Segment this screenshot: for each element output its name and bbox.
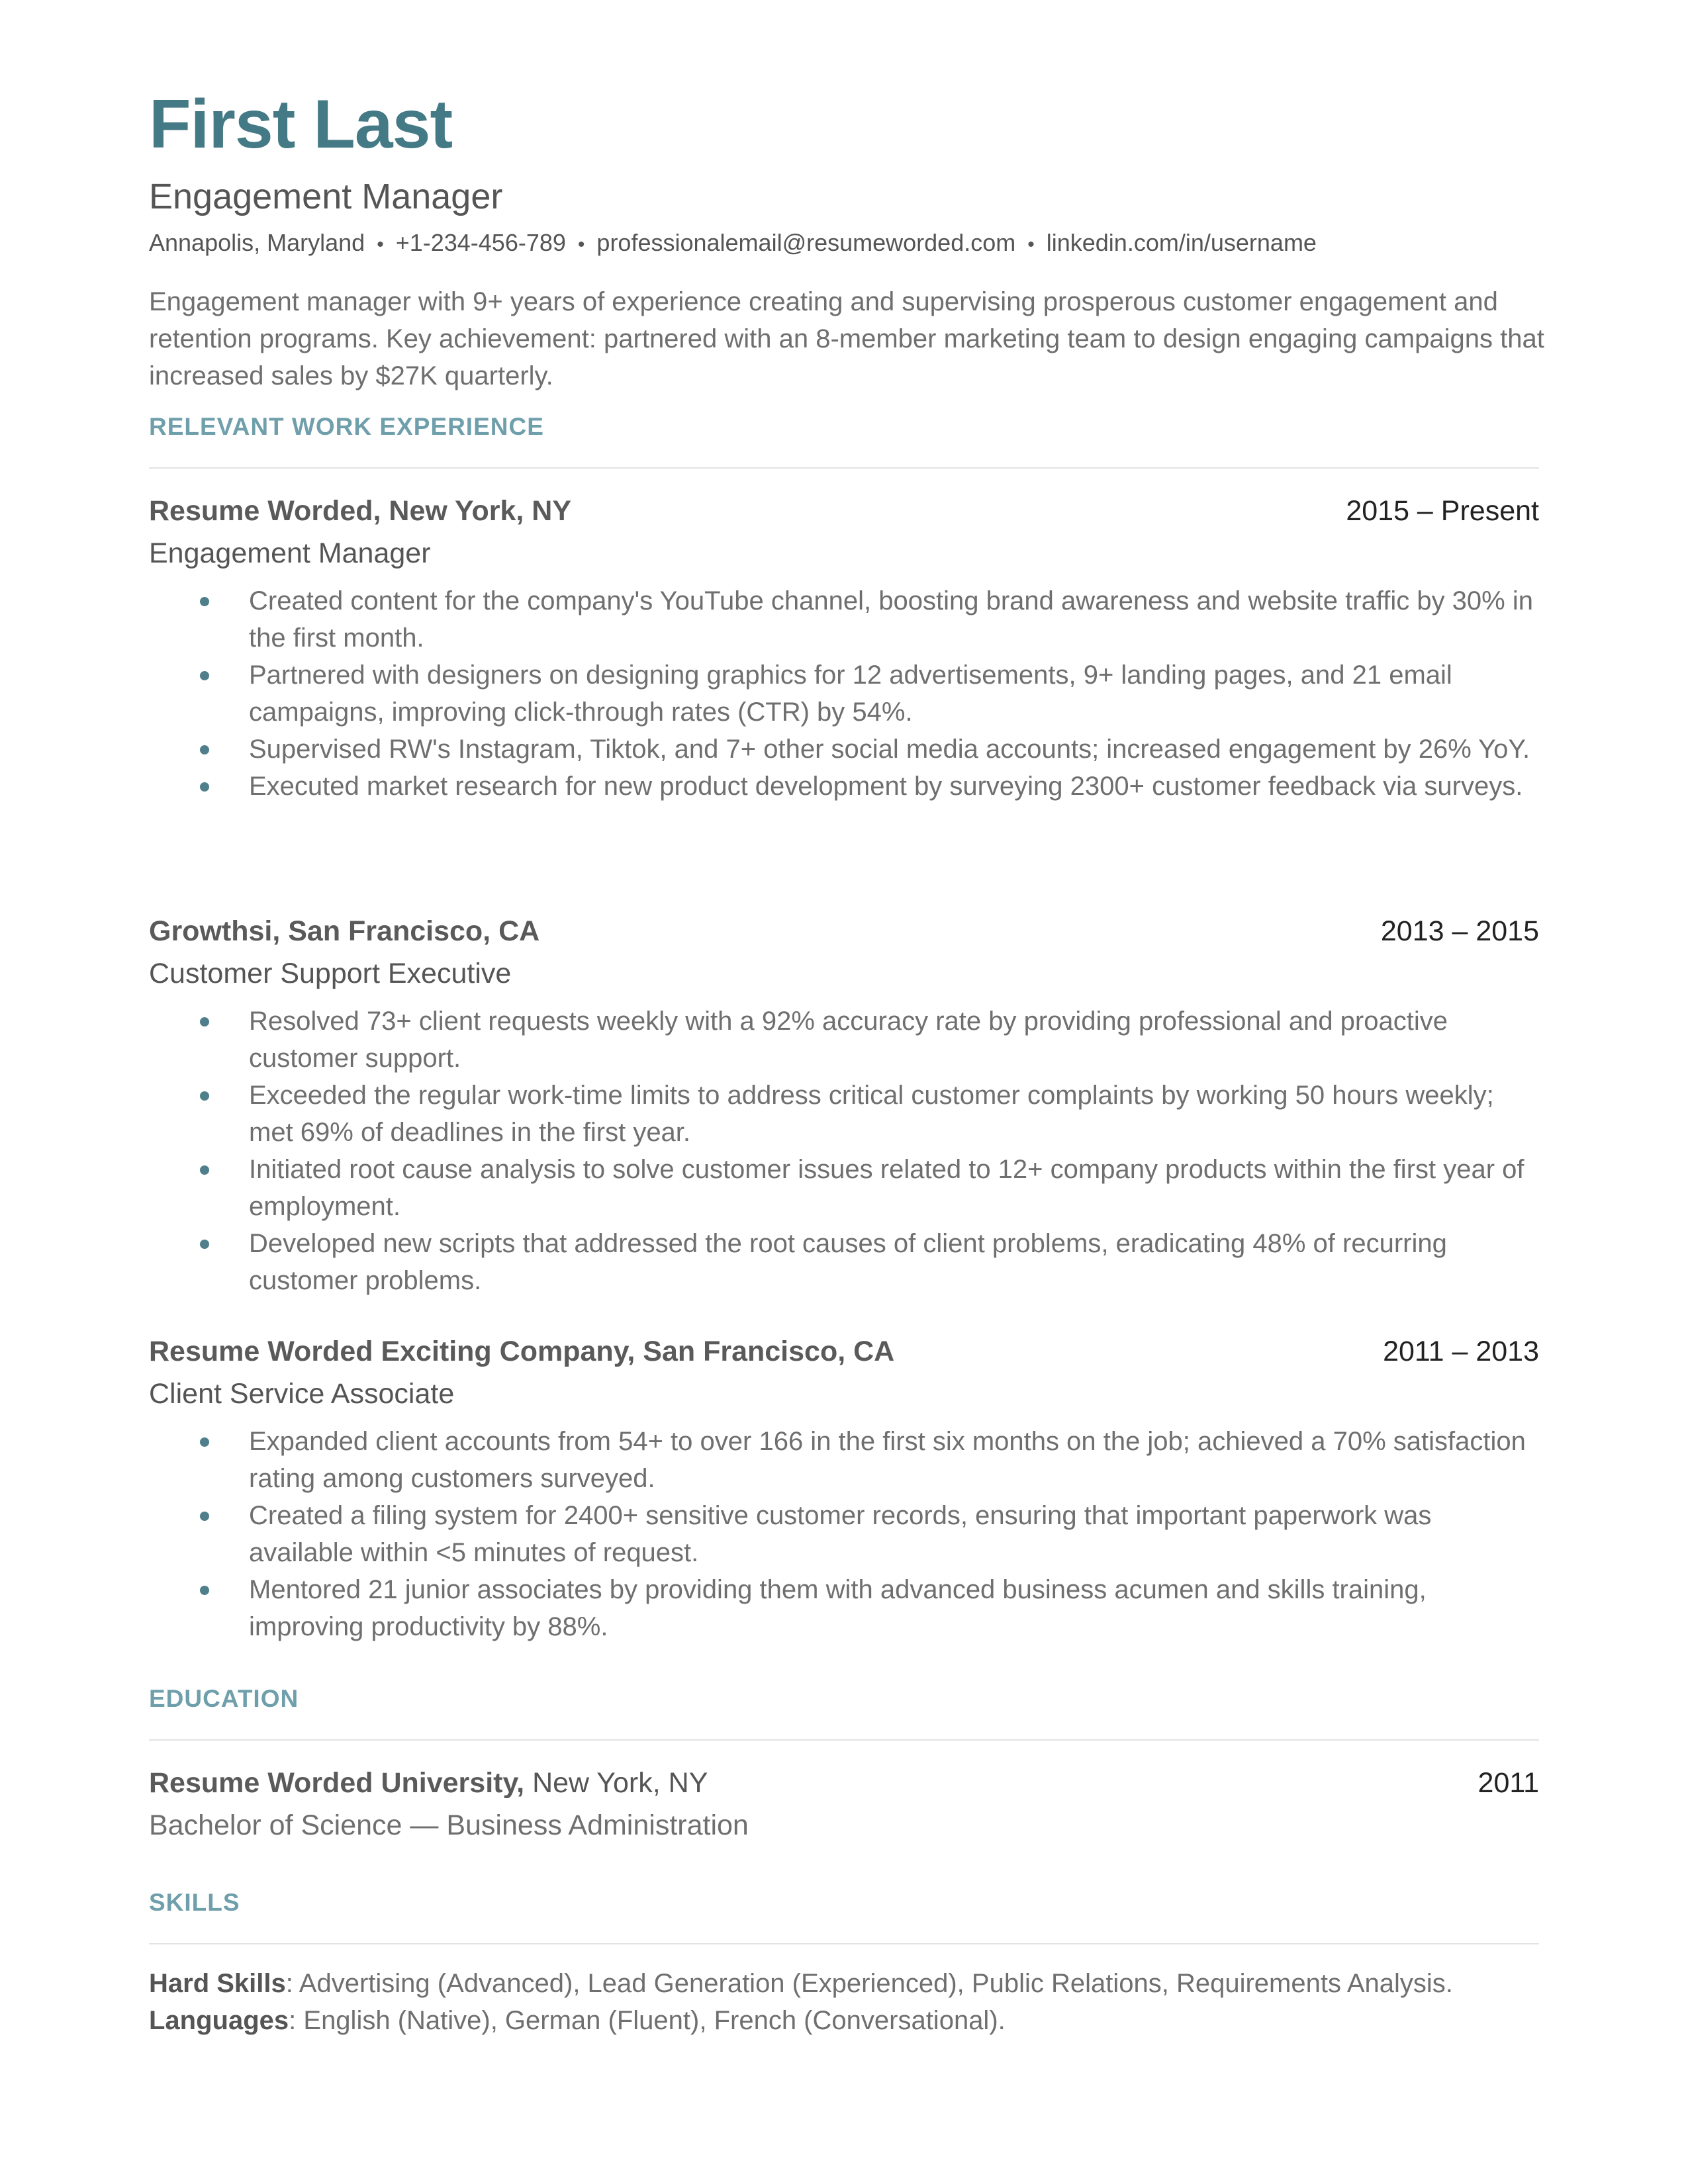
bullet-dot-icon xyxy=(200,1437,209,1447)
job-dates: 2015 – Present xyxy=(1346,495,1539,527)
bullet-dot-icon xyxy=(200,782,209,792)
job-bullet xyxy=(149,1225,1539,1299)
candidate-title: Engagement Manager xyxy=(149,177,503,216)
job-bullet-text: Expanded client accounts from 54+ to over 166 in the first six months on the job; achieved a 70% satisfaction rating among customers surveyed. xyxy=(249,1427,1526,1493)
contact-email[interactable]: professionalemail@resumeworded.com xyxy=(596,229,1016,256)
job-bullet-text: Developed new scripts that addressed the root causes of client problems, eradicating 48% of recurring customer problems. xyxy=(249,1229,1447,1295)
education-header xyxy=(149,1762,1539,1804)
bullet-dot-icon xyxy=(200,1091,209,1101)
bullet-dot-icon xyxy=(200,1240,209,1249)
job-header xyxy=(149,1330,1539,1373)
candidate-name: First Last xyxy=(149,86,453,163)
section-divider xyxy=(149,1739,1539,1741)
job-company: Resume Worded, New York, NY xyxy=(149,495,572,527)
section-heading-education: EDUCATION xyxy=(149,1685,299,1712)
languages-label: Languages xyxy=(149,2006,289,2035)
bullet-dot-icon xyxy=(200,597,209,606)
job-bullet xyxy=(149,657,1539,731)
job-bullets xyxy=(149,582,1539,805)
job-bullet xyxy=(149,1003,1539,1077)
job-bullet-text: Exceeded the regular work-time limits to address critical customer complaints by working 50 hours weekly; met 69% of deadlines in the first year. xyxy=(249,1081,1494,1147)
job-bullet-text: Executed market research for new product development by surveying 2300+ customer feedback via surveys. xyxy=(249,772,1523,801)
job-role: Engagement Manager xyxy=(149,537,431,569)
job-header xyxy=(149,490,1539,532)
job-role: Client Service Associate xyxy=(149,1378,455,1410)
hard-skills-label: Hard Skills xyxy=(149,1969,286,1998)
languages-text: : English (Native), German (Fluent), French (Conversational). xyxy=(289,2006,1006,2035)
section-divider xyxy=(149,467,1539,469)
job-role: Customer Support Executive xyxy=(149,958,512,989)
education-school-line xyxy=(149,1762,708,1804)
job-bullet-text: Partnered with designers on designing graphics for 12 advertisements, 9+ landing pages, and 21 email campaigns, improving click-through rates (CTR) by 54%. xyxy=(249,660,1452,727)
job-dates: 2013 – 2015 xyxy=(1380,915,1539,947)
education-year: 2011 xyxy=(1477,1767,1539,1799)
section-heading-skills: SKILLS xyxy=(149,1889,240,1916)
summary-paragraph: Engagement manager with 9+ years of experience creating and supervising prosperous customer engagement and retention programs. Key achievement: partnered with an 8-member marketing team to design engaging campaigns that increased sales by $27K quarterly. xyxy=(149,287,1544,390)
contact-separator: • xyxy=(1027,234,1035,255)
job-bullet xyxy=(149,731,1539,768)
bullet-dot-icon xyxy=(200,1512,209,1521)
contact-separator: • xyxy=(577,234,585,255)
job-header xyxy=(149,910,1539,952)
job-company: Growthsi, San Francisco, CA xyxy=(149,915,540,947)
job-bullets xyxy=(149,1423,1539,1645)
job-bullet xyxy=(149,582,1539,657)
job-dates: 2011 – 2013 xyxy=(1383,1336,1539,1367)
education-entry xyxy=(149,1762,1539,1846)
bullet-dot-icon xyxy=(200,671,209,680)
job-company: Resume Worded Exciting Company, San Francisco, CA xyxy=(149,1336,895,1367)
job-bullet xyxy=(149,1077,1539,1151)
bullet-dot-icon xyxy=(200,1586,209,1595)
skills-block xyxy=(149,1965,1539,2039)
job-bullet-text: Created a filing system for 2400+ sensitive customer records, ensuring that important paperwork was available within <5 minutes of request. xyxy=(249,1501,1432,1567)
job-entry xyxy=(149,910,1539,1299)
contact-location: Annapolis, Maryland xyxy=(149,229,365,256)
job-bullets xyxy=(149,1003,1539,1299)
languages-line xyxy=(149,2002,1539,2039)
job-bullet-text: Created content for the company's YouTube channel, boosting brand awareness and website traffic by 30% in the first month. xyxy=(249,586,1533,653)
job-bullet xyxy=(149,768,1539,805)
bullet-dot-icon xyxy=(200,1165,209,1175)
education-degree: Bachelor of Science — Business Administration xyxy=(149,1809,749,1841)
contact-phone: +1-234-456-789 xyxy=(395,229,566,256)
bullet-dot-icon xyxy=(200,745,209,754)
hard-skills-text: : Advertising (Advanced), Lead Generation (Experienced), Public Relations, Requirements Analysis. xyxy=(285,1969,1453,1998)
job-bullet-text: Supervised RW's Instagram, Tiktok, and 7+ other social media accounts; increased engagement by 26% YoY. xyxy=(249,735,1530,764)
job-bullet xyxy=(149,1571,1539,1645)
education-location: New York, NY xyxy=(532,1767,708,1799)
job-bullet xyxy=(149,1151,1539,1225)
job-entry xyxy=(149,490,1539,805)
section-heading-experience: RELEVANT WORK EXPERIENCE xyxy=(149,413,544,440)
job-bullet-text: Resolved 73+ client requests weekly with a 92% accuracy rate by providing professional and proactive customer support. xyxy=(249,1007,1448,1073)
hard-skills-line xyxy=(149,1965,1539,2002)
education-school: Resume Worded University, xyxy=(149,1767,525,1799)
contact-linkedin[interactable]: linkedin.com/in/username xyxy=(1046,229,1317,256)
contact-line xyxy=(149,226,1317,261)
job-bullet-text: Mentored 21 junior associates by providing them with advanced business acumen and skills training, improving productivity by 88%. xyxy=(249,1575,1427,1641)
job-bullet xyxy=(149,1497,1539,1571)
job-bullet-text: Initiated root cause analysis to solve customer issues related to 12+ company products within the first year of employment. xyxy=(249,1155,1524,1221)
section-divider xyxy=(149,1943,1539,1944)
bullet-dot-icon xyxy=(200,1017,209,1026)
job-entry xyxy=(149,1330,1539,1645)
job-bullet xyxy=(149,1423,1539,1497)
contact-separator: • xyxy=(377,234,384,255)
